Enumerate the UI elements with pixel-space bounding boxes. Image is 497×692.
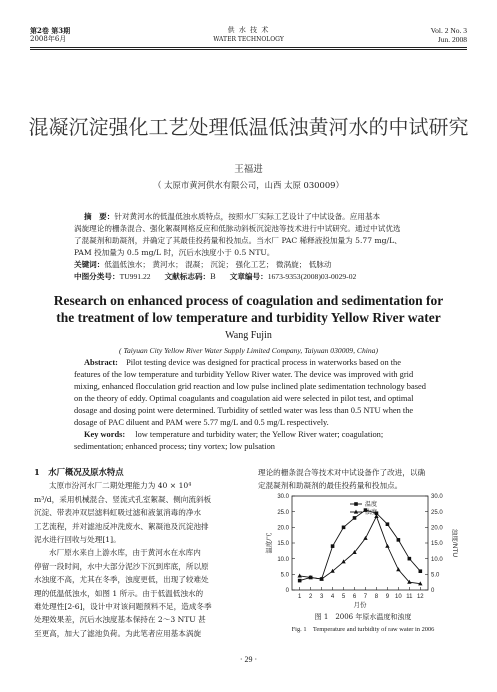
y-right-tick-label: 20.0: [431, 525, 443, 532]
doc-value: B: [210, 272, 216, 281]
date-left: 2008年6月: [30, 35, 67, 43]
data-point-temperature: [331, 544, 335, 548]
data-point-temperature: [419, 569, 423, 573]
body-line: 工艺流程，并对滤池反冲洗废水、絮凝池及沉淀池排: [34, 521, 209, 531]
article-value: 1673-9353(2008)03-0029-02: [267, 272, 357, 281]
legend-marker-1: [354, 502, 358, 506]
keywords-cn: 低温低浊水； 黄河水； 混凝； 沉淀； 强化工艺； 微涡旋； 低脉动: [104, 260, 332, 269]
y-left-tick-label: 15.0: [277, 541, 289, 548]
body-line: 难处理性[2-6]，设计中对该问题预料不足，造成冬季: [34, 602, 212, 612]
abstract-en-line: dosage and dosing point were determined. Turbidity of settled water was less than 0.5 NTU when the: [74, 406, 414, 415]
x-tick-label: 11: [406, 594, 413, 600]
y-right-tick-label: 5.0: [431, 572, 440, 579]
y-right-tick-label: 15.0: [431, 541, 443, 548]
x-tick-label: 9: [385, 594, 390, 600]
body-line: m³/d，采用机械混合、竖流式孔室絮凝、侧向流斜板: [34, 494, 212, 504]
keywords-en-label: Key words:: [84, 430, 126, 439]
data-point-temperature: [386, 522, 390, 526]
body-line: 理论的栅条混合等技术对中试设备作了改进，以确: [258, 468, 426, 477]
y-left-tick-label: 30.0: [277, 494, 289, 501]
body-line: 太原市汾河水厂二期处理能力为 40 × 10⁴: [49, 481, 192, 491]
date-right: Jun. 2008: [437, 35, 467, 44]
body-line: 沉淀、带表冲双层滤料虹吸过滤和液氯消毒的净水: [34, 508, 202, 518]
x-tick-label: 1: [298, 594, 302, 600]
article-label: 文章编号：: [229, 272, 268, 281]
body-line: 水浊度不高，尤其在冬季，浊度更低，出现了较难处: [34, 575, 209, 585]
data-point-turbidity: [396, 567, 400, 571]
issue-left: 第2卷 第3期: [30, 26, 71, 35]
header-volume: [431, 26, 467, 44]
abstract-cn-line: 针对黄河水的低温低浊水质特点，按照水厂实际工艺设计了中试设备。应用基本: [114, 212, 381, 221]
data-point-temperature: [397, 538, 401, 542]
abstract-en-label: Abstract:: [84, 358, 118, 367]
abstract-en: [74, 357, 444, 453]
data-point-temperature: [408, 557, 412, 561]
y-right-axis-label: 浊度/NTU: [451, 528, 458, 558]
affiliation-en: ( Taiyuan City Yellow River Water Supply Limited Company, Taiyuan 030009, China): [119, 346, 378, 355]
doc-label: 文献标志码：: [164, 272, 211, 281]
x-tick-label: 5: [341, 594, 346, 600]
header-rule-thin: [30, 49, 467, 50]
x-tick-label: 4: [330, 594, 335, 600]
author-en: Wang Fujin: [225, 330, 272, 341]
abstract-cn-line: 了混凝剂和助凝剂，并确定了其最佳投药量和投加点。当水厂 PAC 稀释液投加量为 5.77 mg/L、: [74, 236, 402, 245]
data-point-temperature: [342, 526, 346, 530]
y-right-tick-label: 25.0: [431, 509, 443, 516]
legend-label-1: 温度: [365, 502, 378, 509]
clc-value: TU991.22: [119, 272, 151, 281]
figure-caption-en: Fig. 1 Temperature and turbidity of raw water in 2006: [291, 626, 435, 633]
y-left-axis-label: 温度/℃: [266, 532, 273, 554]
body-line: 处理效果差，沉后水浊度基本保持在 2～3 NTU 甚: [34, 615, 206, 625]
x-tick-label: 2: [308, 594, 313, 600]
paper-title-cn: 混凝沉淀强化工艺处理低温低浊黄河水的中试研究: [28, 115, 469, 139]
y-right-tick-label: 10.0: [431, 556, 443, 563]
data-point-turbidity: [385, 544, 389, 548]
body-line: 水厂原水来自上游水库，由于黄河水在水库内: [49, 548, 201, 558]
clc-label: 中图分类号：: [74, 272, 120, 281]
paper-title-en-line1: Research on enhanced process of coagulation and sedimentation for: [53, 293, 444, 308]
abstract-en-line: Pilot testing device was designed for practical process in waterworks based on the: [126, 358, 401, 367]
data-point-turbidity: [363, 536, 367, 540]
x-tick-label: 6: [352, 594, 357, 600]
series-line-2: [300, 516, 421, 583]
y-left-tick-label: 20.0: [277, 525, 289, 532]
author-cn: 王福进: [234, 164, 263, 175]
body-line: 定混凝剂和助凝剂的最佳投药量和投加点。: [258, 481, 403, 491]
y-left-tick-label: 5.0: [280, 572, 289, 579]
x-tick-label: 8: [374, 594, 379, 600]
abstract-en-line: mixing, enhanced flocculation grid reaction and low pulse inclined plate sedimentation technology based: [74, 382, 426, 391]
issue-right: Vol. 2 No. 3: [430, 26, 467, 35]
section-1: [34, 466, 242, 640]
data-point-temperature: [353, 516, 357, 520]
y-right-tick-label: 30.0: [431, 494, 443, 501]
x-tick-label: 3: [319, 594, 324, 600]
body-line: 理的低温低浊水，如图 1 所示。由于低温低浊水的: [34, 588, 204, 598]
keywords-en-line: low temperature and turbidity water; the Yellow River water; coagulation;: [135, 430, 384, 439]
keywords-en-line: sedimentation; enhanced process; tiny vortex; low pulsation: [74, 442, 275, 451]
data-point-turbidity: [297, 574, 301, 578]
abstract-en-line: on the theory of eddy. Optimal coagulants and coagulation aid were selected in pilot test, and optimal: [74, 394, 414, 403]
body-line: 泥水进行回收与处理[1]。: [34, 535, 121, 545]
body-line: 至更高，加大了滤池负荷。为此笔者应用基本涡旋: [34, 628, 202, 638]
figure-1-chart: [262, 492, 458, 610]
abstract-en-line: dosage of PAC diluent and PAM were 5.77 mg/L and 0.5 mg/L respectively.: [74, 418, 329, 427]
keywords-cn-label: 关键词：: [74, 260, 105, 269]
x-axis-label: 月份: [353, 602, 367, 609]
section-heading: 1 水厂概况及原水特点: [34, 467, 124, 477]
figure-caption-cn: 图 1 2006 年原水温度和浊度: [314, 613, 412, 621]
journal-cn: 供 水 技 术: [227, 26, 270, 34]
journal-en: WATER TECHNOLOGY: [213, 36, 284, 43]
x-tick-label: 12: [416, 594, 424, 600]
x-tick-label: 10: [395, 594, 402, 600]
y-right-tick-label: 0: [431, 588, 435, 595]
y-left-tick-label: 25.0: [277, 509, 289, 516]
y-left-tick-label: 0: [285, 588, 289, 595]
paper-title-en-line2: the treatment of low temperature and turbidity Yellow River water: [56, 310, 441, 325]
x-tick-label: 7: [363, 594, 368, 600]
abstract-cn-line: PAM 投加量为 0.5 mg/L 时，沉后水浊度小于 0.5 NTU。: [74, 248, 275, 257]
abstract-cn-label: 摘 要：: [84, 212, 115, 221]
right-column-intro: [258, 466, 468, 493]
header-journal: [0, 26, 497, 44]
affiliation-cn: （ 太原市黄河供水有限公司，山西 太原 030009）: [153, 180, 344, 190]
abstract-en-line: features of the low temperature and turbidity Yellow River water. The device was improved with grid: [74, 370, 414, 379]
page-number: · 29 ·: [239, 655, 258, 664]
abstract-cn-line: 涡旋理论的栅条混合、强化絮凝网格反应和低脉动斜板沉淀池等技术进行中试研究。通过中试优选: [74, 224, 401, 233]
y-left-tick-label: 10.0: [277, 556, 289, 563]
abstract-cn: [74, 211, 442, 283]
data-point-temperature: [298, 579, 302, 583]
legend-label-2: 浊度: [365, 510, 378, 517]
body-line: 停留一段时间，水中大部分泥沙下沉到库底，所以原: [34, 561, 209, 571]
header-rule: [30, 47, 467, 48]
